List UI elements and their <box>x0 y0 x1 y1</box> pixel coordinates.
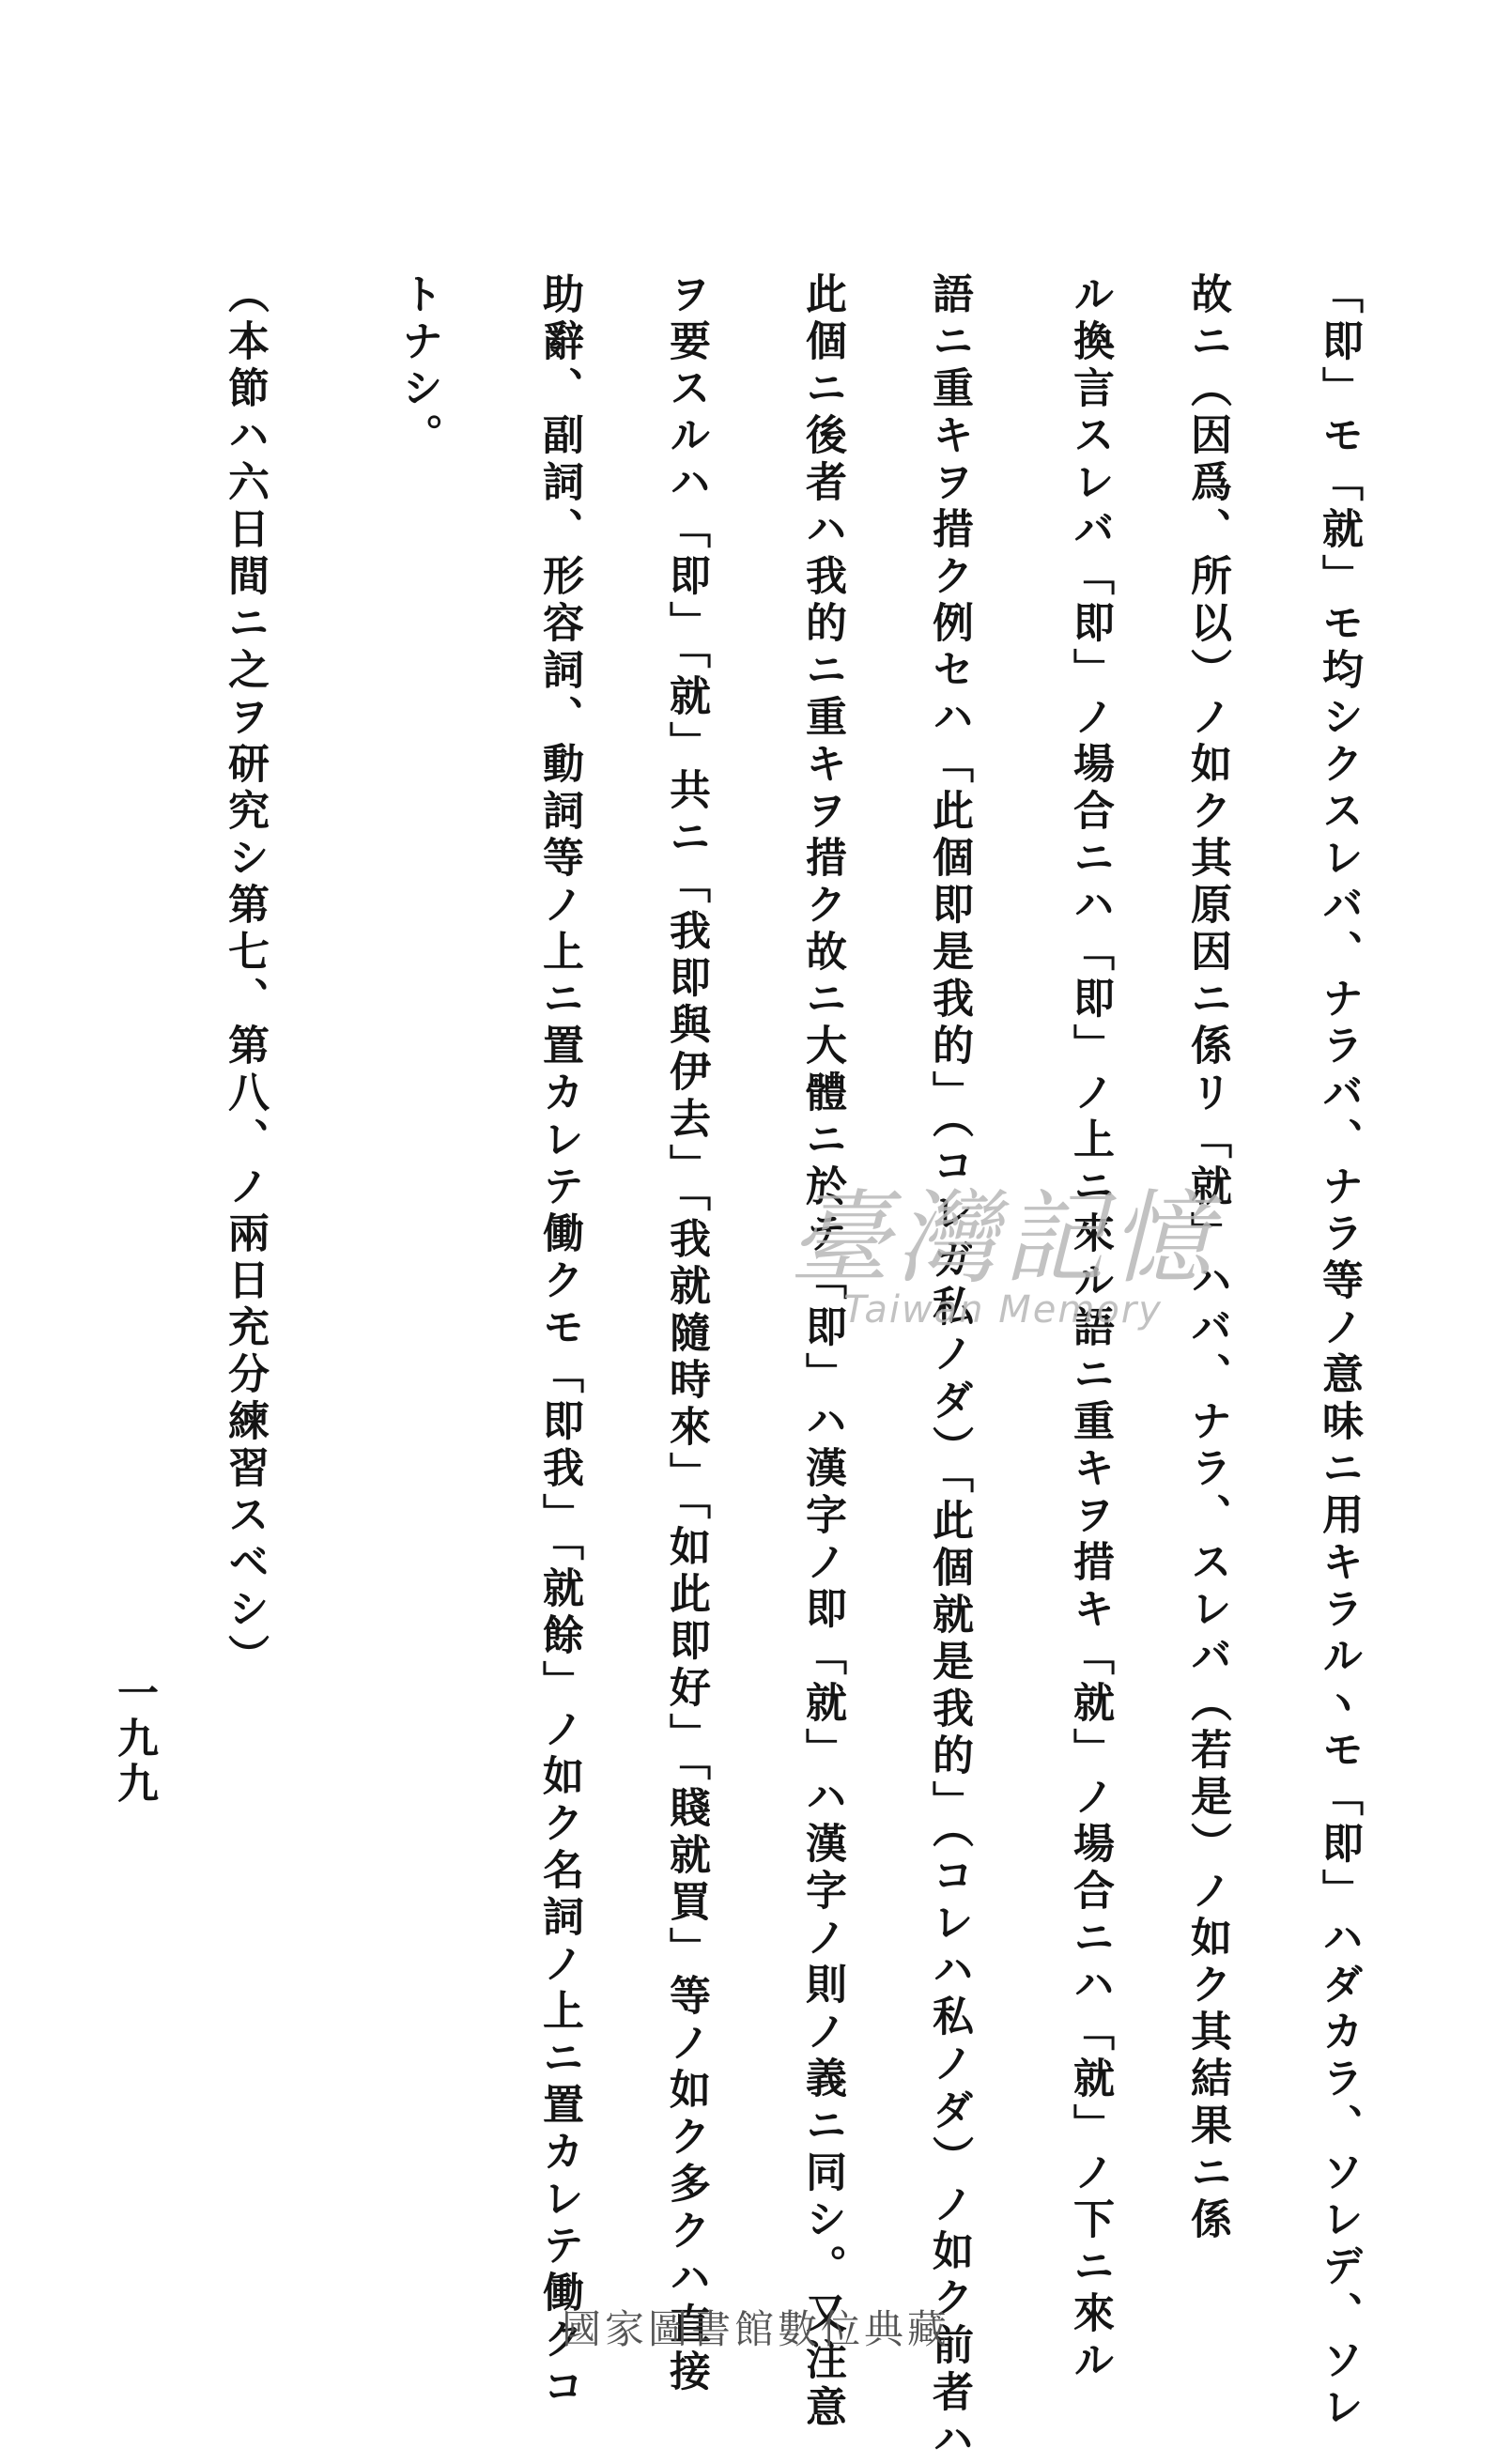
text-column-6: ヲ要スルハ「即」「就」共ニ「我即與伊去」「我就隨時來」「如此即好」「賤就買」等ノ如ク多クハ直接 <box>662 272 710 2396</box>
text-column-3: ル換言スレバ「即」ノ場合ニハ「即」ノ上ニ來ル語ニ重キヲ措キ「就」ノ場合ニハ「就」ノ下ニ來ル <box>1066 272 1114 2385</box>
text-column-2: 故ニ（因爲、所以）ノ如ク其原因ニ係リ「就」ハバ、ナラ、スレバ（若是）ノ如ク其結果ニ係 <box>1183 272 1231 2244</box>
text-column-1: 「即」モ「就」モ均シクスレバ、ナラバ、ナラ等ノ意味ニ用キラルヽモ「即」ハダカラ、ソレデ、ソレ <box>1315 272 1363 2432</box>
watermark-logo <box>789 1180 1218 1332</box>
text-column-4: 語ニ重キヲ措ク例セハ「此個即是我的」（コレガ私ノダ）「此個就是我的」（コレハ私ノダ）ノ如ク前者ハ <box>925 272 973 2464</box>
text-column-5: 此個ニ後者ハ我的ニ重キヲ措ク故ニ大體ニ於テ「即」ハ漢字ノ即「就」ハ漢字ノ則ノ義ニ同シ。又注意 <box>798 272 846 2432</box>
text-column-8: トナシ。 <box>394 272 442 460</box>
text-column-7: 助辭、副詞、形容詞、動詞等ノ上ニ置カレテ働クモ「即我」「就餘」ノ如ク名詞ノ上ニ置カレテ働クコ <box>535 272 583 2411</box>
watermark-subtitle: Taiwan Memory <box>843 1288 1163 1332</box>
page-number: 一九九 <box>110 1671 158 1807</box>
text-column-note: （本節ハ六日間ニ之ヲ研究シ第七、第八、ノ兩日充分練習スベシ） <box>221 272 269 1681</box>
watermark-title: 臺灣記憶 <box>789 1180 1218 1298</box>
footer-credit: 國家圖書館數位典藏 <box>561 2306 950 2352</box>
